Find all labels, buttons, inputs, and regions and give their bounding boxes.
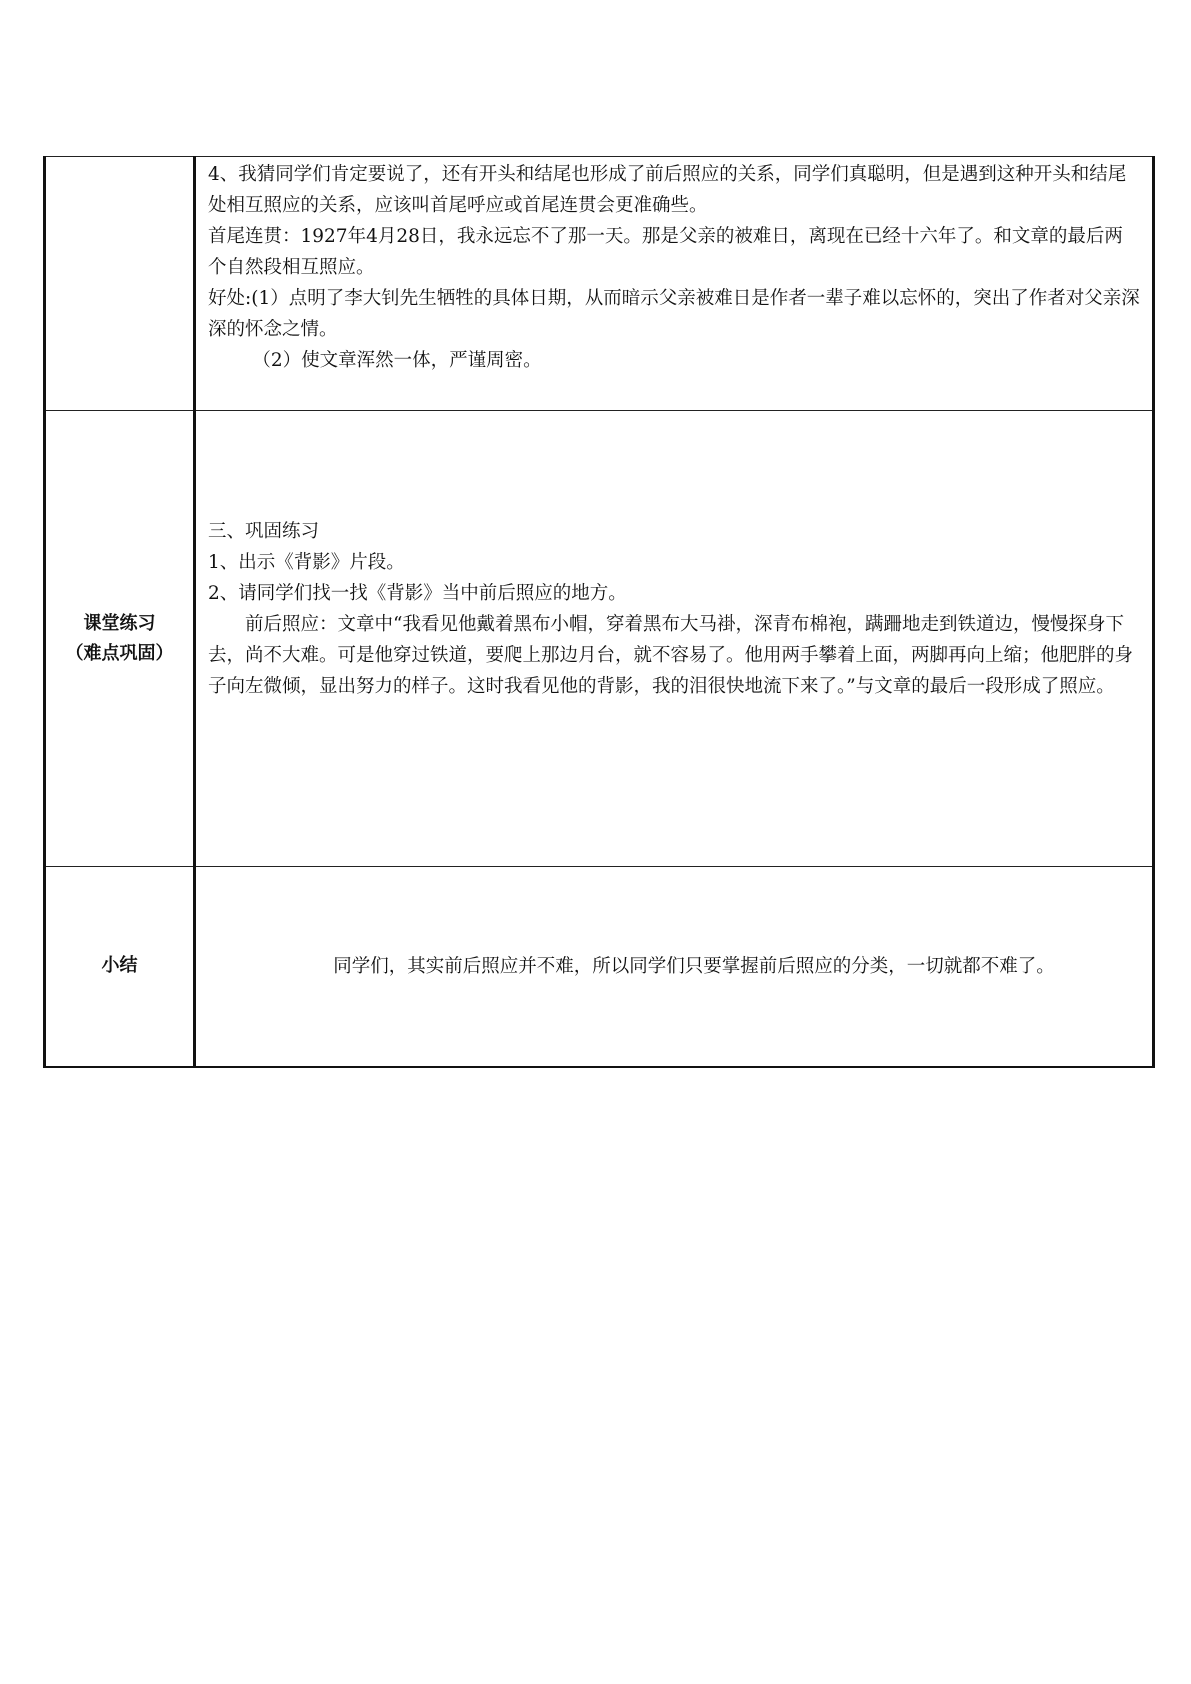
table-row-practice [45,411,1154,867]
paragraph-practice-quote: 前后照应：文章中“我看见他戴着黑布小帽，穿着黑布大马褂，深青布棉袍，蹒跚地走到铁道边，慢慢探身下去，尚不大难。可是他穿过铁道，要爬上那边月台，就不容易了。他用两手攀着上面，两脚再向上缩；他肥胖的身子向左微倾，显出努力的样子。这时我看见他的背影，我的泪很快地流下来了。”与文章的最后一段形成了照应。 [208,613,1134,697]
table-row-reading [45,157,1154,411]
paragraph-step-4: 4、我猜同学们肯定要说了，还有开头和结尾也形成了前后照应的关系，同学们真聪明，但是遇到这种开头和结尾处相互照应的关系，应该叫首尾呼应或首尾连贯会更准确些。 [208,164,1127,216]
row-label-summary [45,867,195,1067]
lesson-plan-table [43,156,1155,1068]
paragraph-practice-1: 1、出示《背影》片段。 [208,551,405,573]
paragraph-practice-2: 2、请同学们找一找《背影》当中前后照应的地方。 [208,582,627,604]
practice-label-line-2: （难点巩固） [65,642,174,664]
paragraph-benefit-1: 好处:(1）点明了李大钊先生牺牲的具体日期，从而暗示父亲被难日是作者一辈子难以忘怀的，突出了作者对父亲深深的怀念之情。 [208,288,1140,340]
paragraph-head-tail: 首尾连贯：1927年4月28日，我永远忘不了那一天。那是父亲的被难日，离现在已经十六年了。和文章的最后两个自然段相互照应。 [208,226,1123,278]
row-label-empty [45,157,195,411]
paragraph-benefit-2: （2）使文章浑然一体，严谨周密。 [252,350,542,371]
table-row-summary [45,867,1154,1067]
summary-label: 小结 [101,955,138,977]
summary-content-cell [195,867,1154,1067]
paragraph-summary: 同学们，其实前后照应并不难，所以同学们只要掌握前后照应的分类，一切就都不难了。 [333,955,1055,977]
row-label-practice [45,411,195,867]
reading-content-cell [195,157,1154,411]
paragraph-practice-heading: 三、巩固练习 [208,520,320,542]
practice-content-cell [195,411,1154,867]
practice-label-line-1: 课堂练习 [83,612,156,634]
